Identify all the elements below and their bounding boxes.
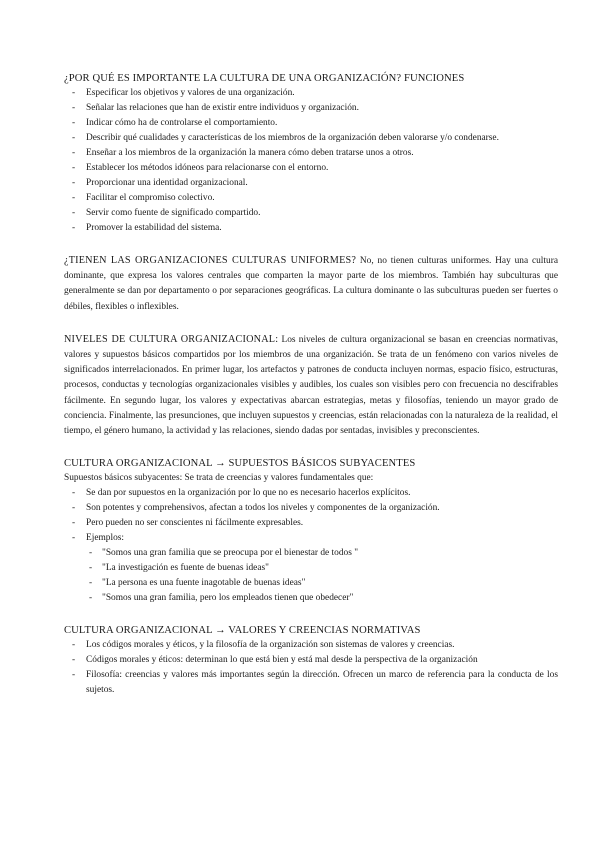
list-item: - Enseñar a los miembros de la organización la manera cómo deben tratarse unos a otros.	[64, 146, 558, 161]
list-item: - Se dan por supuestos en la organización por lo que no es necesario hacerlos explícitos.	[64, 486, 558, 501]
paragraph	[64, 332, 558, 439]
functions-list	[64, 86, 558, 236]
example-item: - "La persona es una fuente inagotable de buenas ideas"	[64, 576, 558, 591]
list-item: - Especificar los objetivos y valores de una organización.	[64, 86, 558, 101]
section-functions	[64, 71, 558, 236]
document-page	[64, 71, 558, 715]
example-item: - "La investigación es fuente de buenas ideas"	[64, 561, 558, 576]
section-normative-values	[64, 623, 558, 698]
list-item: - Indicar cómo ha de controlarse el comportamiento.	[64, 116, 558, 131]
example-item: - "Somos una gran familia que se preocupa por el bienestar de todos "	[64, 546, 558, 561]
section-basic-assumptions	[64, 456, 558, 606]
list-item: - Establecer los métodos idóneos para relacionarse con el entorno.	[64, 161, 558, 176]
paragraph	[64, 253, 558, 315]
list-item: - Filosofía: creencias y valores más importantes según la dirección. Ofrecen un marco de referencia para la conducta de los sujetos.	[64, 668, 558, 698]
list-item: - Promover la estabilidad del sistema.	[64, 221, 558, 236]
list-item: - Servir como fuente de significado compartido.	[64, 206, 558, 221]
examples-list	[64, 546, 558, 606]
paragraph-lead: ¿TIENEN LAS ORGANIZACIONES CULTURAS UNIFORMES?	[64, 255, 357, 266]
assumptions-list	[64, 486, 558, 546]
example-item: - "Somos una gran familia, pero los empleados tienen que obedecer"	[64, 591, 558, 606]
section-uniform-cultures	[64, 253, 558, 315]
section-culture-levels	[64, 332, 558, 439]
section-heading: ¿POR QUÉ ES IMPORTANTE LA CULTURA DE UNA ORGANIZACIÓN? FUNCIONES	[64, 73, 465, 84]
list-item: - Los códigos morales y éticos, y la filosofía de la organización son sistemas de valores y creencias.	[64, 638, 558, 653]
list-item: - Señalar las relaciones que han de existir entre individuos y organización.	[64, 101, 558, 116]
paragraph-text: Los niveles de cultura organizacional se basan en creencias normativas, valores y supuestos básicos compartidos por los miembros de una organización. Se trata de un fenómeno con varios niveles de significados interrelacionados. En primer lugar, los artefactos y patrones de conducta incluyen normas, espacio físico, estructuras, procesos, conductas y tecnologías organizacionales visibles y audibles, los cuales son visibles pero con frecuencia no descifrables fácilmente. En segundo lugar, los valores y expectativas abarcan estrategias, metas y filosofías, teniendo un mayor grado de conciencia. Finalmente, las presunciones, que incluyen supuestos y creencias, están relacionadas con la naturaleza de la realidad, el tiempo, el género humano, la actividad y las relaciones, siendo dadas por sentadas, invisibles y preconscientes.	[64, 334, 558, 437]
list-item: - Facilitar el compromiso colectivo.	[64, 191, 558, 206]
list-item: - Proporcionar una identidad organizacional.	[64, 176, 558, 191]
section-heading: CULTURA ORGANIZACIONAL → SUPUESTOS BÁSICOS SUBYACENTES	[64, 458, 416, 470]
section-heading: CULTURA ORGANIZACIONAL → VALORES Y CREENCIAS NORMATIVAS	[64, 625, 421, 637]
list-item: - Son potentes y comprehensivos, afectan a todos los niveles y componentes de la organización.	[64, 501, 558, 516]
paragraph-text: No, no tienen culturas uniformes. Hay una cultura dominante, que expresa los valores centrales que comparten la mayor parte de los miembros. También hay subculturas que generalmente se dan por departamento o por separaciones geográficas. La cultura dominante o las subculturas pueden ser fuertes o débiles, flexibles o inflexibles.	[64, 256, 558, 312]
section-intro: Supuestos básicos subyacentes: Se trata de creencias y valores fundamentales que:	[64, 473, 374, 484]
paragraph-lead: NIVELES DE CULTURA ORGANIZACIONAL:	[64, 333, 279, 345]
list-item: - Describir qué cualidades y características de los miembros de la organización deben valorarse y/o condenarse.	[64, 131, 558, 146]
list-item: - Códigos morales y éticos: determinan lo que está bien y está mal desde la perspectiva de la organización	[64, 653, 558, 668]
list-item: - Pero pueden no ser conscientes ni fácilmente expresables.	[64, 516, 558, 531]
values-list	[64, 638, 558, 698]
list-item: - Ejemplos:	[64, 531, 558, 546]
